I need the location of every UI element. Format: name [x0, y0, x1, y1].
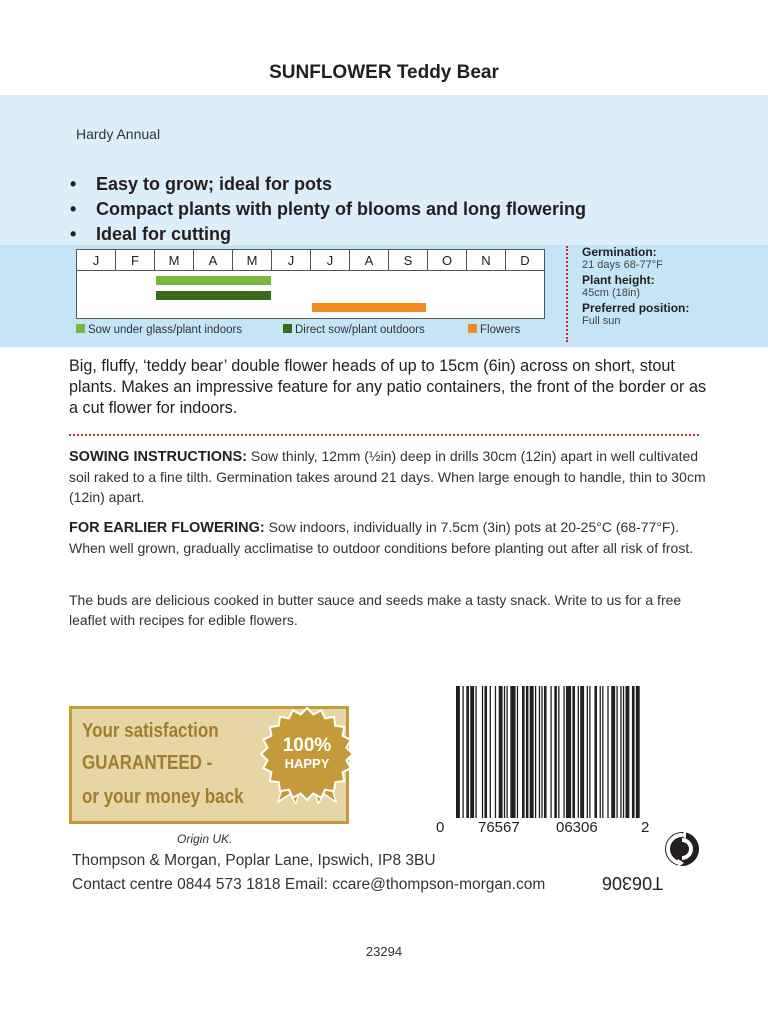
feature-item: • Easy to grow; ideal for pots: [70, 172, 586, 197]
guarantee-line: or your money back: [82, 786, 244, 808]
feature-list: [70, 172, 586, 247]
month-label: J: [77, 250, 116, 270]
bullet-icon: •: [70, 224, 77, 244]
plant-type: Hardy Annual: [76, 126, 161, 142]
guarantee-line: GUARANTEED -: [82, 752, 213, 774]
seal-percent: 100%: [282, 735, 332, 756]
growing-facts: [582, 246, 762, 328]
germination-value: 21 days 68-77°F: [582, 259, 663, 271]
product-description: Big, fluffy, ‘teddy bear’ double flower heads of up to 15cm (6in) across on short, stout plants. Makes an impressive feature for any patio containers, the front of the border or as a cut flower for indoors.: [69, 357, 707, 417]
barcode-check: 2: [641, 819, 650, 836]
calendar-bar: [156, 291, 271, 300]
barcode-right-group: 06306: [556, 819, 598, 836]
position-label: Preferred position:: [582, 301, 690, 315]
legend-swatch-icon: [76, 324, 85, 333]
calendar-legend: [76, 324, 546, 340]
month-label: S: [389, 250, 428, 270]
month-label: J: [272, 250, 311, 270]
legend-swatch-icon: [468, 324, 477, 333]
barcode-icon: [456, 686, 641, 818]
dotted-divider: [566, 246, 568, 342]
barcode-digits: [436, 819, 654, 839]
bullet-icon: •: [70, 174, 77, 194]
sowing-calendar: [76, 249, 545, 319]
green-dot-recycle-icon: [664, 831, 700, 867]
month-label: J: [311, 250, 350, 270]
barcode-lead: 0: [436, 819, 445, 836]
month-label: M: [233, 250, 272, 270]
dotted-divider: [69, 434, 699, 436]
origin-text: Origin UK.: [177, 832, 233, 846]
feature-item: • Compact plants with plenty of blooms and long flowering: [70, 197, 586, 222]
calendar-months: [77, 250, 544, 271]
month-label: F: [116, 250, 155, 270]
feature-item: • Ideal for cutting: [70, 222, 586, 247]
sowing-instructions: SOWING INSTRUCTIONS: Sow thinly, 12mm (½in) deep in drills 30cm (12in) apart in well cultivated soil raked to a fine tilth. Germination takes around 21 days. When large enough to handle, thin to 30cm (12in) apart.: [69, 448, 706, 505]
calendar-bar: [156, 276, 271, 285]
month-label: N: [467, 250, 506, 270]
month-label: A: [350, 250, 389, 270]
month-label: M: [155, 250, 194, 270]
product-code: T06306: [602, 873, 664, 893]
germination-label: Germination:: [582, 245, 657, 259]
product-title: SUNFLOWER Teddy Bear: [269, 62, 499, 83]
legend-item: Sow under glass/plant indoors: [76, 324, 242, 336]
month-label: D: [520, 253, 530, 268]
barcode-left-group: 76567: [478, 819, 520, 836]
height-value: 45cm (18in): [582, 287, 641, 299]
guarantee-line: Your satisfaction: [82, 720, 219, 742]
month-label: A: [194, 250, 233, 270]
contact-info: Contact centre 0844 573 1818 Email: ccare@thompson-morgan.com: [72, 876, 546, 893]
month-label: O: [428, 250, 467, 270]
height-label: Plant height:: [582, 273, 655, 287]
earlier-flowering: FOR EARLIER FLOWERING: Sow indoors, individually in 7.5cm (3in) pots at 20-25°C (68-77°F). When well grown, gradually acclimatise to outdoor conditions before planting out after all risk of frost.: [69, 519, 694, 556]
position-value: Full sun: [582, 315, 621, 327]
edible-note: The buds are delicious cooked in butter sauce and seeds make a tasty snack. Write to us for a free leaflet with recipes for edible flowers.: [69, 592, 682, 628]
calendar-bar: [312, 303, 427, 312]
seal-happy: HAPPY: [284, 756, 330, 771]
happy-seal-icon: [258, 706, 356, 804]
bullet-icon: •: [70, 199, 77, 219]
legend-swatch-icon: [283, 324, 292, 333]
company-address: Thompson & Morgan, Poplar Lane, Ipswich, IP8 3BU: [72, 852, 436, 869]
sku-number: 23294: [365, 944, 403, 959]
legend-item: Flowers: [468, 324, 520, 336]
legend-item: Direct sow/plant outdoors: [283, 324, 425, 336]
